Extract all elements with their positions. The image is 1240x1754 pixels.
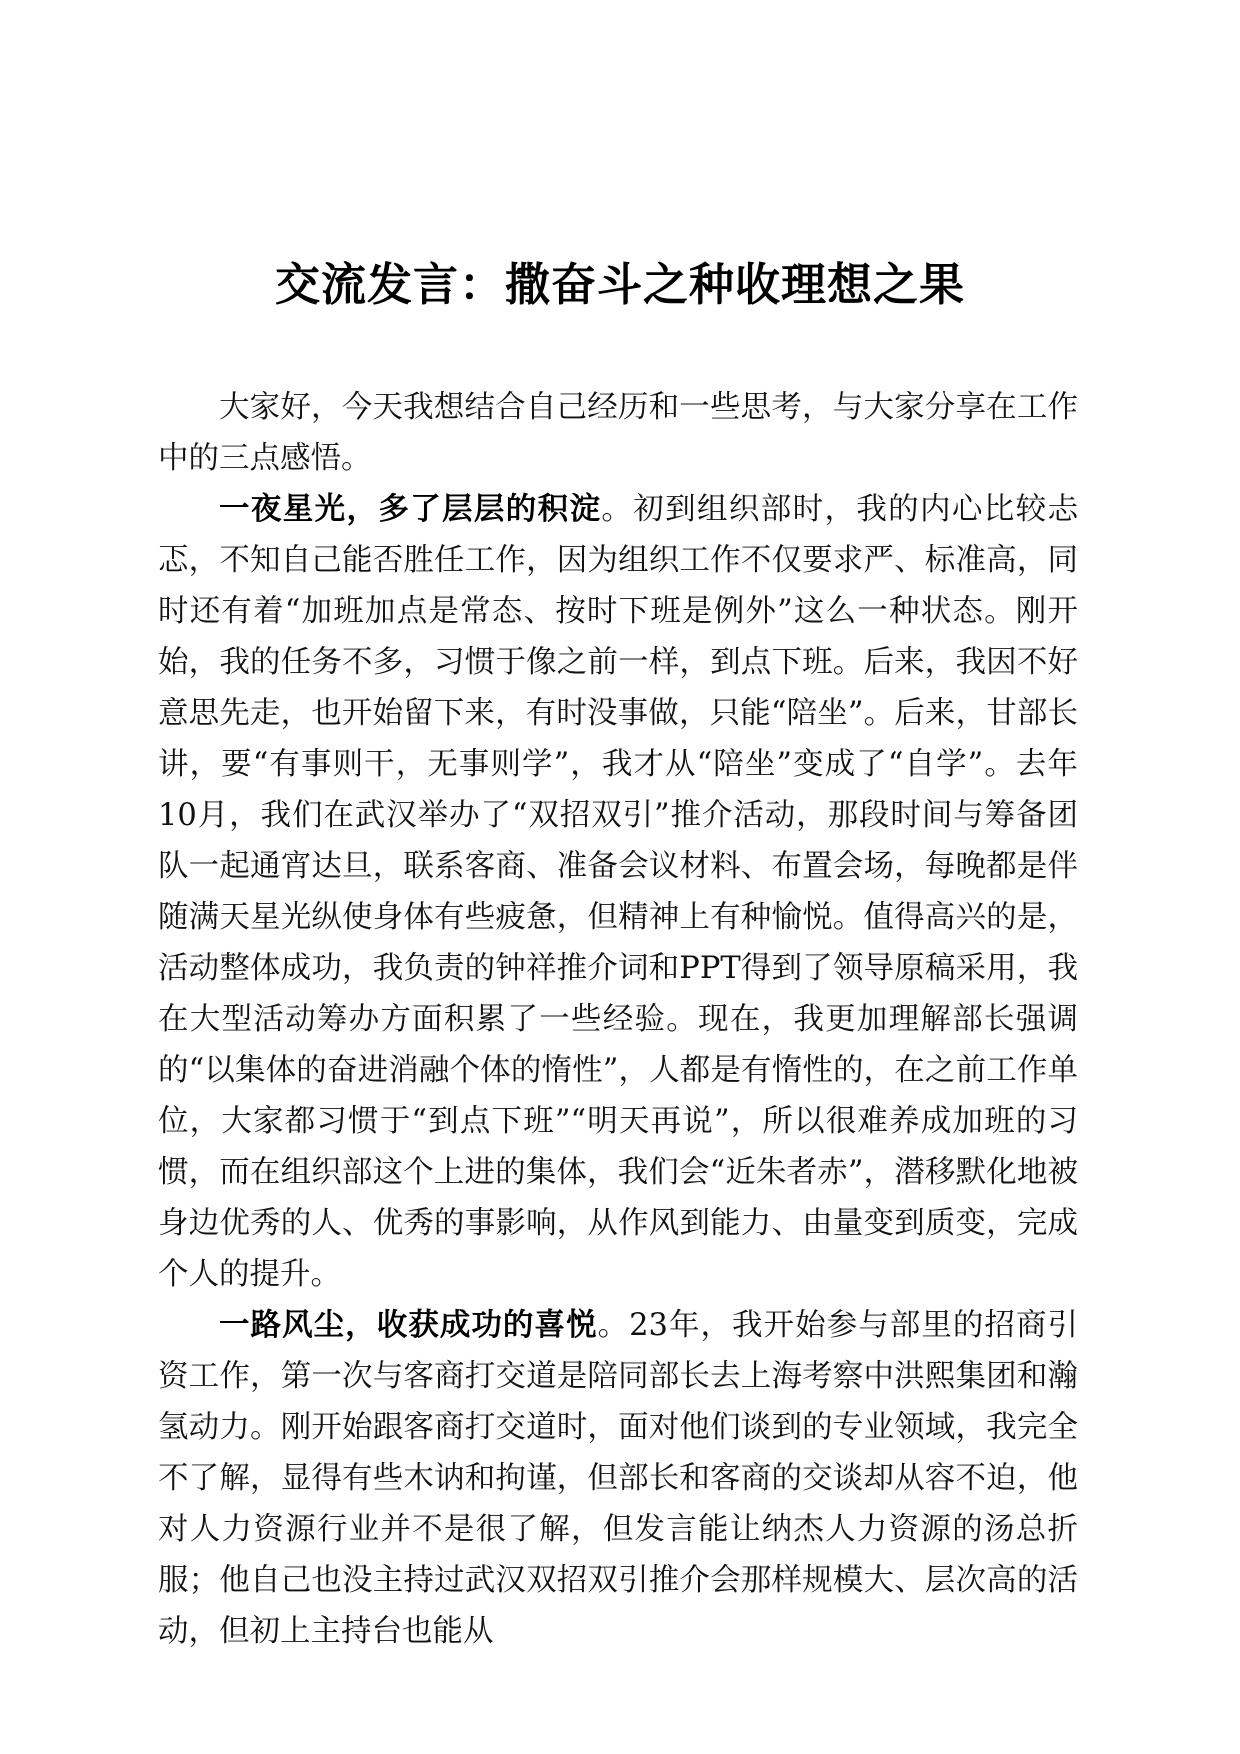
paragraph-intro [158,382,1078,484]
paragraph-section-2 [158,1300,1078,1657]
section-1-text: 。初到组织部时，我的内心比较忐忑，不知自己能否胜任工作，因为组织工作不仅要求严、标准高，同时还有着“加班加点是常态、按时下班是例外”这么一种状态。刚开始，我的任务不多，习惯于像之前一样，到点下班。后来，我因不好意思先走，也开始留下来，有时没事做，只能“陪坐”。后来，甘部长讲，要“有事则干，无事则学”，我才从“陪坐”变成了“自学”。去年10月，我们在武汉举办了“双招双引”推介活动，那段时间与筹备团队一起通宵达旦，联系客商、准备会议材料、布置会场，每晚都是伴随满天星光纵使身体有些疲惫，但精神上有种愉悦。值得高兴的是，活动整体成功，我负责的钟祥推介词和PPT得到了领导原稿采用，我在大型活动筹办方面积累了一些经验。现在，我更加理解部长强调的“以集体的奋进消融个体的惰性”，人都是有惰性的，在之前工作单位，大家都习惯于“到点下班”“明天再说”，所以很难养成加班的习惯，而在组织部这个上进的集体，我们会“近朱者赤”，潜移默化地被身边优秀的人、优秀的事影响，从作风到能力、由量变到质变，完成个人的提升。 [158,492,1079,1292]
section-2-heading: 一路风尘，收获成功的喜悦 [219,1308,598,1343]
document-title: 交流发言：撒奋斗之种收理想之果 [274,258,965,311]
section-1-heading: 一夜星光，多了层层的积淀 [219,492,602,527]
paragraph-intro-text: 大家好，今天我想结合自己经历和一些思考，与大家分享在工作中的三点感悟。 [158,390,1078,476]
paragraph-section-1 [158,484,1078,1300]
document-body [158,382,1078,1657]
section-2-text: 。23年，我开始参与部里的招商引资工作，第一次与客商打交道是陪同部长去上海考察中洪熙集团和瀚氢动力。刚开始跟客商打交道时，面对他们谈到的专业领域，我完全不了解，显得有些木讷和拘谨，但部长和客商的交谈却从容不迫，他对人力资源行业并不是很了解，但发言能让纳杰人力资源的汤总折服；他自己也没主持过武汉双招双引推介会那样规模大、层次高的活动，但初上主持台也能从 [158,1308,1079,1649]
